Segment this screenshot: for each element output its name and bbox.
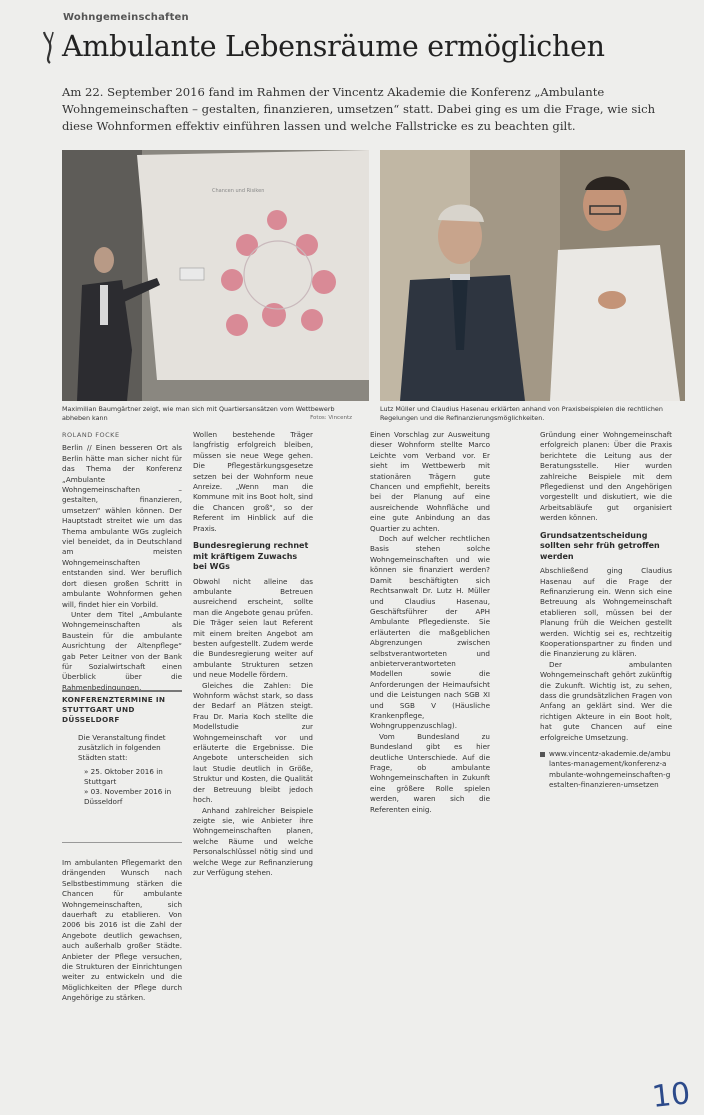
paragraph: Obwohl nicht alleine das ambulante Betreuen ausreichend erscheint, sollte man die Angebote genau prüfen. Die Träger seien laut Referent mit einem breiten Angebot am besten aufgestellt. Zudem werde die Bundesregierung weiter auf ambulante Strukturen setzen und neue Modelle fördern.	[193, 576, 313, 680]
paragraph: Im ambulanten Pflegemarkt den drängenden Wunsch nach Selbstbestimmung stärken die Chancen für ambulante Wohngemeinschaften, sich dauerhaft zu etablieren. Von 2006 bis 2016 ist die Zahl der Angebote deutlich gewachsen, auch außerhalb großer Städte. Anbieter der Pflege versuchen, die Strukturen der Einrichtungen weiter zu entwickeln und die Möglichkeiten der Pflege durch Angehörige zu stärken.	[62, 858, 182, 1003]
subheading: Bundesregierung rechnet mit kräftigem Zuwachs bei WGs	[193, 541, 309, 572]
article-column-3	[370, 430, 490, 1073]
paragraph: Der ambulanten Wohngemeinschaft gehört zukünftig die Zukunft. Wichtig ist, zu sehen, dass die grundsätzlichen Fragen von Anfang an geklärt sind. Wer die richtigen Akteure in ein Boot holt, hat gute Chancen auf eine erfolgreiche Umsetzung.	[540, 659, 672, 742]
paragraph: Einen Vorschlag zur Ausweitung dieser Wohnform stellte Marco Leichte vom Verband vor. Er sieht im Wettbewerb mit stationären Trägern gute Chancen und empfiehlt, bereits bei der Planung auf eine ausreichende Wohnfläche und eine gute Anbindung an das Quartier zu achten.	[370, 430, 490, 533]
article-column-4	[540, 430, 672, 1073]
article-column-1-continued	[62, 858, 182, 1073]
handwritten-page-number: 10	[650, 1076, 692, 1115]
photo-speakers-image	[380, 150, 685, 401]
box-line: Die Veranstaltung findet zusätzlich in folgenden Städten statt:	[78, 733, 166, 762]
caption-text: Maximilian Baumgärtner zeigt, wie man sich mit Quartiersansätzen vom Wettbewerb abheben kann	[62, 405, 335, 422]
box-line: » 25. Oktober 2016 in Stuttgart	[84, 767, 163, 786]
web-link[interactable]: www.vincentz-akademie.de/ambulantes-management/konferenz-ambulante-wohngemeinschaften-gestalten-finanzieren-umsetzen	[549, 749, 671, 790]
paragraph: Wollen bestehende Träger langfristig erfolgreich bleiben, müssen sie neue Wege gehen. Die Pflegestärkungsgesetze setzen bei der Wohnform neue Anreize. „Wenn man die Kommune mit ins Boot holt, sind die Chancen groß“, so der Referent im Hinblick auf die Praxis.	[193, 430, 313, 533]
paragraph: Doch auf welcher rechtlichen Basis stehen solche Wohngemeinschaften und wie können sie finanziert werden? Damit beschäftigten sich Rechtsanwalt Dr. Lutz H. Müller und Claudius Hasenau, Geschäftsführer der APH Ambulante Pflegedienste. Sie erläuterten die maßgeblichen Abgrenzungen zwischen selbstverantworteten und anbieterverantworteten Modellen sowie die Anforderungen der Heimaufsicht und die Leistungen nach SGB XI und SGB V (Häusliche Krankenpflege, Wohngruppenzuschlag).	[370, 534, 490, 731]
box-title: KONFERENZTERMINE IN STUTTGART UND DÜSSELDORF	[62, 695, 166, 724]
link-bullet-icon	[540, 752, 545, 757]
box-line: » 03. November 2016 in Düsseldorf	[84, 787, 172, 806]
lead-paragraph: Am 22. September 2016 fand im Rahmen der Vincentz Akademie die Konferenz „Ambulante Wohngemeinschaften – gestalten, finanzieren, umsetzen“ statt. Dabei ging es um die Frage, wie sich diese Wohnformen effektiv einführen lassen und welche Fallstricke es zu beachten gilt.	[62, 85, 656, 133]
photo-presenter-image	[62, 150, 369, 401]
photo-credit: Fotos: Vincentz	[310, 415, 352, 421]
paragraph: Unter dem Titel „Ambulante Wohngemeinschaften als Baustein für die ambulante Ausrichtung der Altenpflege“ gab Peter Leitner von der Bank für Sozialwirtschaft einen Überblick über die Rahmenbedingungen.	[62, 609, 182, 692]
paragraph: Anhand zahlreicher Beispiele zeigte sie, wie Anbieter ihre Wohngemeinschaften planen, welche Räume und welche Personalschlüssel nötig sind und welche Wege zur Refinanzierung zur Verfügung stehen.	[193, 805, 313, 877]
author-byline: ROLAND FOCKE	[62, 431, 120, 439]
subheading: Grundsatzentscheidung sollten sehr früh getroffen werden	[540, 530, 660, 561]
paragraph: Abschließend ging Claudius Hasenau auf die Frage der Refinanzierung ein. Wenn sich eine Betreuung als Wohngemeinschaft etablieren soll, müssen bei der Planung früh die Weichen gestellt werden. Wichtig sei es, rechtzeitig Kooperationspartner zu finden und die Finanzierung zu klären.	[540, 566, 672, 659]
paragraph: Gründung einer Wohngemeinschaft erfolgreich planen: Über die Praxis berichtete die Leitung aus der Beratungsstelle. Hier wurden zahlreiche Beispiele mit dem Pflegedienst und den Angehörigen vorgestellt und diskutiert, wie die Arbeitsabläufe gut organisiert werden können.	[540, 430, 672, 523]
headline: Ambulante Lebensräume ermöglichen	[62, 30, 605, 63]
link-row	[540, 749, 672, 791]
article-column-1	[62, 430, 182, 692]
paragraph: Berlin // Einen besseren Ort als Berlin hätte man sicher nicht für das Thema der Konferenz „Ambulante Wohngemeinschaften – gestalten, finanzieren, umsetzen“ wählen können. Der Hauptstadt streitet wie um das Thema ambulante WGs zugleich viel beneidet, da in Deutschland am meisten Wohngemeinschaften entstanden sind. Wer beruflich dort diesen großen Schritt in ambulante Wohnformen gehen will, findet hier ein Vorbild.	[62, 443, 182, 609]
paragraph: Gleiches die Zahlen: Die Wohnform wächst stark, so dass der Bedarf an Plätzen steigt. Frau Dr. Maria Koch stellte die Modellstudie zur Wohngemeinschaft vor und erläuterte die Ergebnisse. Die Angebote unterscheiden sich laut Studie deutlich in Größe, Struktur und Kosten, die Qualität der Betreuung bleibt jedoch hoch.	[193, 680, 313, 805]
decorative-hook-icon	[40, 30, 60, 64]
paragraph: Vom Bundesland zu Bundesland gibt es hier deutliche Unterschiede. Auf die Frage, ob ambulante Wohngemeinschaften in Zukunft eine größere Rolle spielen werden, waren sich die Referenten einig.	[370, 731, 490, 814]
photo-presenter	[62, 150, 369, 401]
photo-speakers-caption: Lutz Müller und Claudius Hasenau erklärten anhand von Praxisbeispielen die rechtlichen Regelungen und die Refinanzierungsmöglichkeiten.	[380, 405, 663, 422]
section-label: Wohngemeinschaften	[63, 12, 189, 23]
conference-dates-box	[62, 690, 182, 843]
svg-text:Chancen und Risiken: Chancen und Risiken	[212, 188, 265, 194]
photo-presenter-caption	[62, 405, 352, 423]
article-column-2	[193, 430, 313, 1073]
photo-speakers	[380, 150, 685, 401]
